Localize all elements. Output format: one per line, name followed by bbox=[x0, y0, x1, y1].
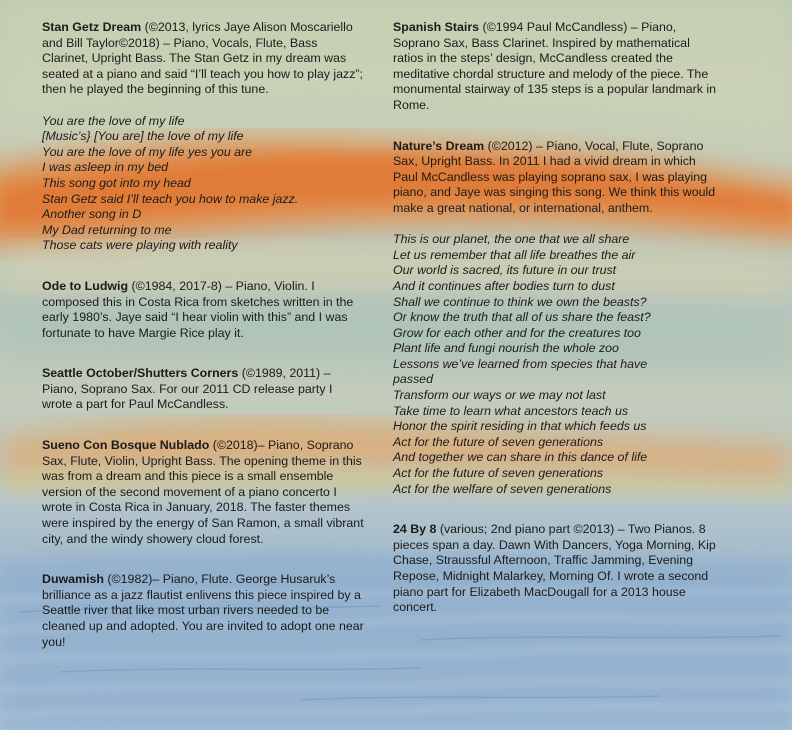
entry-duwamish bbox=[42, 572, 364, 650]
lyric-line: Stan Getz said I’ll teach you how to make jazz. bbox=[42, 191, 299, 206]
lyric-line: And it continues after bodies turn to dust bbox=[393, 278, 615, 293]
entry-natures-dream bbox=[393, 139, 723, 217]
lyric-line: Those cats were playing with reality bbox=[42, 238, 238, 253]
lyric-line: Take time to learn what ancestors teach us bbox=[393, 403, 629, 418]
right-column bbox=[393, 20, 723, 616]
entry-title: Ode to Ludwig bbox=[42, 278, 129, 293]
lyric-line: I was asleep in my bed bbox=[42, 160, 169, 175]
lyric-line: You are the love of my life yes you are bbox=[42, 144, 253, 159]
entry-title: Seattle October/Shutters Corners bbox=[42, 366, 239, 381]
entry-body: (©1984, 2017-8) – Piano, Violin. I composed this in Costa Rica from sketches written in the early 1980’s. Jaye said “I hear violin with this” and I was fortunate to have Margie Rice play it. bbox=[42, 278, 354, 340]
entry-title: Stan Getz Dream bbox=[42, 20, 142, 34]
entry-title: Duwamish bbox=[42, 572, 104, 587]
entry-body: (©1989, 2011) – Piano, Soprano Sax. For our 2011 CD release party I wrote a part for Paul McCandless. bbox=[42, 366, 333, 412]
lyric-line: And together we can share in this dance of life bbox=[393, 450, 648, 465]
entry-body: (various; 2nd piano part ©2013) – Two Pianos. 8 pieces span a day. Dawn With Dancers, Yoga Morning, Kip Chase, Straussful Afternoon, Traffic Jamming, Evening Repose, Midnight Malarkey, Morning Of. I wrote a second piano part for Elizabeth MacDougall for a 2013 house concert. bbox=[393, 522, 716, 615]
lyric-line: Honor the spirit residing in that which feeds us bbox=[393, 419, 647, 434]
entry-body: (©1982)– Piano, Flute. George Husaruk’s brilliance as a jazz flautist enlivens this piece inspired by a Seattle river that like most urban rivers needed to be cleaned up and adopted. You are invited to adopt one near you! bbox=[42, 572, 364, 649]
entry-body: (©2012) – Piano, Vocal, Flute, Soprano Sax, Upright Bass. In 2011 I had a vivid dream in which Paul McCandless was playing soprano sax, I was playing piano, and Jaye was singing this song. We think this would make a great national, or international, anthem. bbox=[393, 138, 716, 215]
lyric-line: Lessons we’ve learned from species that have bbox=[393, 356, 648, 371]
entry-title: 24 By 8 bbox=[393, 522, 437, 537]
entry-spanish-stairs bbox=[393, 20, 723, 114]
entry-stan-getz-dream bbox=[42, 20, 364, 98]
lyric-line: [Music’s} [You are] the love of my life bbox=[42, 129, 244, 144]
lyric-line: This is our planet, the one that we all share bbox=[393, 232, 630, 247]
left-column bbox=[42, 20, 364, 650]
lyric-line: Another song in D bbox=[42, 207, 142, 222]
entry-body: (©2013, lyrics Jaye Alison Moscariello and Bill Taylor©2018) – Piano, Vocals, Flute, Bass Clarinet, Upright Bass. The Stan Getz in my dream was seated at a piano and said “I’ll teach you how to play jazz”; then he played the beginning of this tune. bbox=[42, 20, 363, 97]
lyric-line: Let us remember that all life breathes the air bbox=[393, 247, 636, 262]
entry-title: Sueno Con Bosque Nublado bbox=[42, 438, 210, 453]
lyric-line: passed bbox=[393, 372, 433, 387]
lyric-line: Grow for each other and for the creatures too bbox=[393, 325, 641, 340]
lyric-line: You are the love of my life bbox=[42, 113, 185, 128]
lyric-line: Or know the truth that all of us share the feast? bbox=[393, 310, 651, 325]
entry-ode-to-ludwig bbox=[42, 279, 364, 341]
entry-title: Nature’s Dream bbox=[393, 138, 485, 153]
stan-getz-lyrics bbox=[42, 114, 364, 254]
lyric-line: Shall we continue to think we own the beasts? bbox=[393, 294, 647, 309]
lyric-line: Act for the welfare of seven generations bbox=[393, 481, 612, 496]
lyric-line: Our world is sacred, its future in our trust bbox=[393, 263, 617, 278]
entry-title: Spanish Stairs bbox=[393, 20, 480, 34]
entry-24-by-8 bbox=[393, 522, 723, 616]
lyric-line: Transform our ways or we may not last bbox=[393, 388, 606, 403]
lyric-line: Act for the future of seven generations bbox=[393, 434, 604, 449]
entry-body: (©1994 Paul McCandless) – Piano, Soprano Sax, Bass Clarinet. Inspired by mathematical ratios in the steps’ design, McCandless created the meditative chordal structure and melody of the piece. The monumental stairway of 135 steps is a popular landmark in Rome. bbox=[393, 20, 717, 112]
entry-sueno-con-bosque bbox=[42, 438, 364, 547]
lyric-line: This song got into my head bbox=[42, 175, 191, 190]
lyric-line: Act for the future of seven generations bbox=[393, 466, 604, 481]
lyric-line: Plant life and fungi nourish the whole zoo bbox=[393, 341, 619, 356]
lyric-line: My Dad returning to me bbox=[42, 222, 172, 237]
entry-body: (©2018)– Piano, Soprano Sax, Flute, Violin, Upright Bass. The opening theme in this was from a dream and this piece is a small ensemble version of the second movement of a piano concerto I wrote in Costa Rica in January, 2018. The faster themes were inspired by the energy of San Ramon, a small vibrant city, and the windy showery cloud forest. bbox=[42, 438, 364, 546]
natures-dream-lyrics bbox=[393, 232, 723, 497]
entry-seattle-october bbox=[42, 366, 364, 413]
